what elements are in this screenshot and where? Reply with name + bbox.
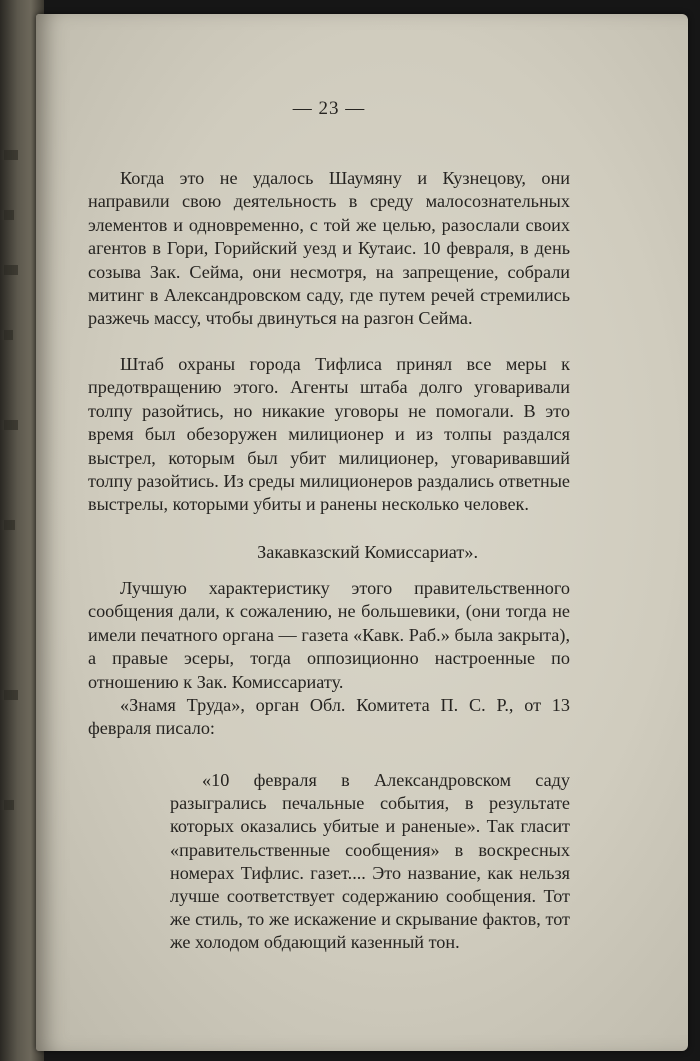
page-edge-mark bbox=[4, 265, 18, 275]
page-edge-mark bbox=[4, 150, 18, 160]
page-edge-mark bbox=[4, 330, 13, 340]
page-edge-mark bbox=[4, 690, 18, 700]
page-edge-mark bbox=[4, 210, 14, 220]
page-edge-mark bbox=[4, 800, 14, 810]
signature-line: Закавказский Комиссариат». bbox=[257, 542, 478, 562]
paragraph-1: Когда это не удалось Шаумяну и Кузнецову, они направили свою деятельность в среду малосознательных элементов и одновременно, с той же целью, разослали своих агентов в Гори, Горийский уезд и Кутаис. 10 февраля, в день созыва Зак. Сейма, они несмотря, на запрещение, собрали митинг в Александровском саду, где путем речей стремились разжечь массу, чтобы двинуться на разгон Сейма. bbox=[88, 168, 570, 329]
page-edge-mark bbox=[4, 520, 15, 530]
paragraph-3: Лучшую характеристику этого правительственного сообщения дали, к сожалению, не большевики, (они тогда не имели печатного органа — газета «Кавк. Раб.» была закрыта), а правые эсеры, тогда оппозиционно настроенные по отношению к Зак. Комиссариату. bbox=[88, 578, 570, 692]
page-edge-mark bbox=[4, 420, 18, 430]
page-number: — 23 — bbox=[292, 98, 366, 119]
paragraph-4: «Знамя Труда», орган Обл. Комитета П. С. Р., от 13 февраля писало: bbox=[88, 695, 570, 739]
block-quote: «10 февраля в Александровском саду разыгрались печальные события, в результате которых оказались убитые и раненые». Так гласит «правительственные сообщения» в воскресных номерах Тифлис. газет.... Это название, как нельзя лучше соответствует содержанию сообщения. Тот же стиль, то же искажение и скрывание фактов, тот же холодом обдающий казенный тон. bbox=[170, 770, 570, 953]
book-page bbox=[36, 14, 688, 1051]
paragraph-2: Штаб охраны города Тифлиса принял все меры к предотвращению этого. Агенты штаба долго уговаривали толпу разойтись, но никакие уговоры не помогали. В это время был обезоружен милиционер и из толпы раздался выстрел, которым был убит милиционер, уговаривавший толпу разойтись. Из среды милиционеров раздались ответные выстрелы, которыми убиты и ранены несколько человек. bbox=[88, 354, 570, 515]
